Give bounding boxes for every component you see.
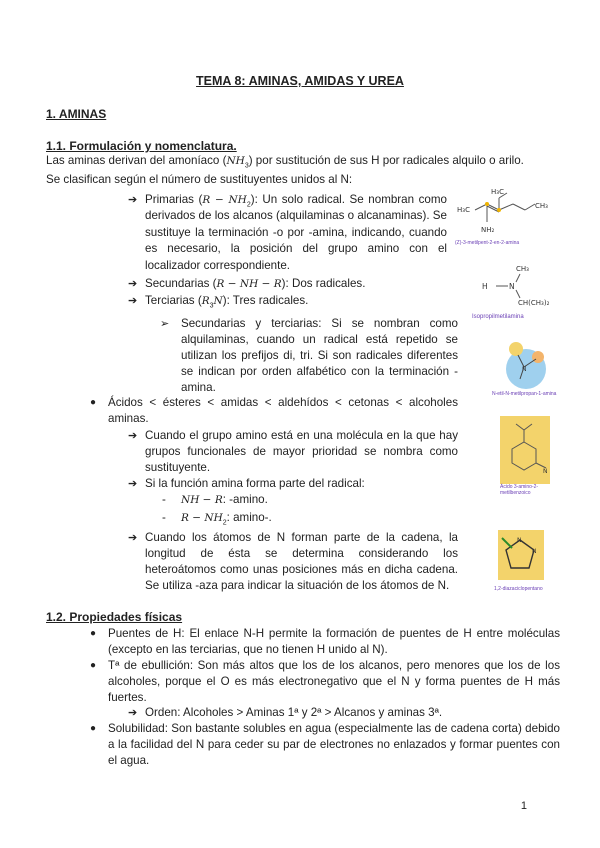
item-prioridad: Ácidos < ésteres < amidas < aldehídos < cetonas < alcoholes aminas. bbox=[108, 396, 458, 425]
arrow-icon: ➔ bbox=[128, 532, 138, 544]
svg-text:CH(CH₃)₂: CH(CH₃)₂ bbox=[518, 299, 550, 307]
molecule-caption-2: Isopropilmetilamina bbox=[472, 314, 524, 320]
document-title: TEMA 8: AMINAS, AMIDAS Y UREA bbox=[196, 74, 404, 88]
subsection-heading-formulacion: 1.1. Formulación y nomenclatura. bbox=[46, 139, 237, 153]
item-grupo-amino: Cuando el grupo amino está en una molécula en la que hay grupos funcionales de mayor prioridad se nombra como sustituyente. bbox=[145, 429, 458, 474]
bullet-icon: ● bbox=[90, 628, 97, 639]
bullet-icon: ● bbox=[90, 723, 97, 734]
dash-icon: - bbox=[162, 493, 166, 506]
molecule-image-1 bbox=[455, 184, 559, 250]
svg-text:N: N bbox=[517, 537, 522, 544]
svg-text:H: H bbox=[482, 282, 488, 291]
arrow-icon: ➔ bbox=[128, 194, 138, 206]
bullet-icon: ● bbox=[90, 397, 97, 408]
methylpentenamine-structure-icon bbox=[455, 184, 559, 242]
molecule-caption-1: (Z)-3-metilpent-2-en-2-amina bbox=[455, 240, 520, 246]
diazacyclopentane-structure-icon bbox=[494, 528, 560, 582]
molecule-image-4 bbox=[496, 412, 560, 510]
dash-icon: - bbox=[162, 511, 166, 524]
arrow-icon: ➔ bbox=[128, 295, 138, 307]
arrow-icon: ➔ bbox=[128, 430, 138, 442]
item-orden: Orden: Alcoholes > Aminas 1ª y 2ª > Alcanos y aminas 3ª. bbox=[145, 706, 443, 719]
item-radical-nhr: NH − R: -amino. bbox=[181, 493, 268, 506]
svg-text:NH₂: NH₂ bbox=[481, 226, 495, 234]
item-terciarias: Terciarias $(R_3N)$: Tres radicales. bbox=[145, 294, 309, 310]
item-atomos-n: Cuando los átomos de N forman parte de la cadena, la longitud de ésta se determina considerando los heteroátomos como unas posiciones más en dicha cadena. Se utiliza -aza para indicar la situación de los átomos de N. bbox=[145, 531, 458, 592]
section-heading-aminas: 1. AMINAS bbox=[46, 107, 107, 121]
molecule-image-3 bbox=[492, 335, 560, 405]
item-ebullicion: Tª de ebullición: Son más altos que los de los alcanos, pero menores que los de los alcoholes, porque el O es más electronegativo que el N y forma puentes de H más fuertes. bbox=[108, 659, 560, 704]
isopropylmethylamine-structure-icon bbox=[480, 262, 560, 310]
svg-text:N: N bbox=[532, 548, 537, 555]
page-number: 1 bbox=[520, 800, 527, 812]
bullet-icon: ● bbox=[90, 660, 97, 671]
svg-text:CH₃: CH₃ bbox=[535, 202, 548, 210]
svg-text:H₃C: H₃C bbox=[457, 206, 470, 214]
arrow-icon: ➔ bbox=[128, 478, 138, 490]
subsection-heading-propiedades: 1.2. Propiedades físicas bbox=[46, 610, 183, 624]
aminomethylbenzoic-acid-structure-icon bbox=[496, 412, 560, 486]
item-radical-rnh2: $R - NH_2$: amino-. bbox=[181, 511, 272, 527]
molecule-caption-3: N-etil-N-metilpropan-1-amina bbox=[492, 391, 557, 397]
svg-text:N: N bbox=[522, 366, 527, 373]
item-secundarias-terciarias: Secundarias y terciarias: Si se nombran como alquilaminas, cuando un radical está repetido se utilizan los prefijos di, tri. Si son radicales diferentes se indican por orden alfabético con la terminación -amina. bbox=[181, 317, 458, 394]
svg-text:N: N bbox=[509, 282, 515, 291]
paragraph-clasifican: Se clasifican según el número de sustituyentes unidos al N: bbox=[46, 173, 353, 186]
svg-text:CH₃: CH₃ bbox=[516, 265, 529, 273]
molecule-caption-4: Ácido 3-amino-2-metilbenzoico bbox=[500, 484, 539, 496]
svg-text:H₃C: H₃C bbox=[491, 188, 504, 196]
arrow-icon: ➔ bbox=[128, 707, 138, 719]
item-puentes-h: Puentes de H: El enlace N-H permite la formación de puentes de H entre moléculas (excepto en las terciarias, que no tienen H unido al N). bbox=[108, 627, 560, 656]
item-primarias: Primarias $(R - NH_2)$: Un solo radical. Se nombran como derivados de los alcanos (alquilaminas o alcanaminas). Se sustituye la terminación -o por -amina, indicando, cuando es necesario, la posición del grupo amino con el localizador correspondiente. bbox=[145, 193, 447, 272]
molecule-image-5 bbox=[494, 528, 560, 594]
paragraph-derivan: Las aminas derivan del amoníaco $(NH_3)$ por sustitución de sus H por radicales alquilo o arilo. bbox=[46, 154, 524, 170]
molecule-image-2 bbox=[472, 262, 560, 330]
triangle-arrow-icon: ➢ bbox=[160, 318, 170, 330]
item-secundarias: Secundarias (R − NH − R): Dos radicales. bbox=[145, 277, 366, 290]
ethylmethylpropanamine-structure-icon bbox=[496, 335, 560, 393]
svg-text:N: N bbox=[543, 468, 548, 475]
molecule-caption-5: 1,2-diazaciclopentano bbox=[494, 586, 543, 592]
item-solubilidad: Solubilidad: Son bastante solubles en agua (especialmente las de cadena corta) debido a la facilidad del N para ceder su par de electrones no enlazados y formar puentes con el agua. bbox=[108, 722, 560, 767]
arrow-icon: ➔ bbox=[128, 278, 138, 290]
item-radical: Si la función amina forma parte del radical: bbox=[145, 477, 365, 490]
